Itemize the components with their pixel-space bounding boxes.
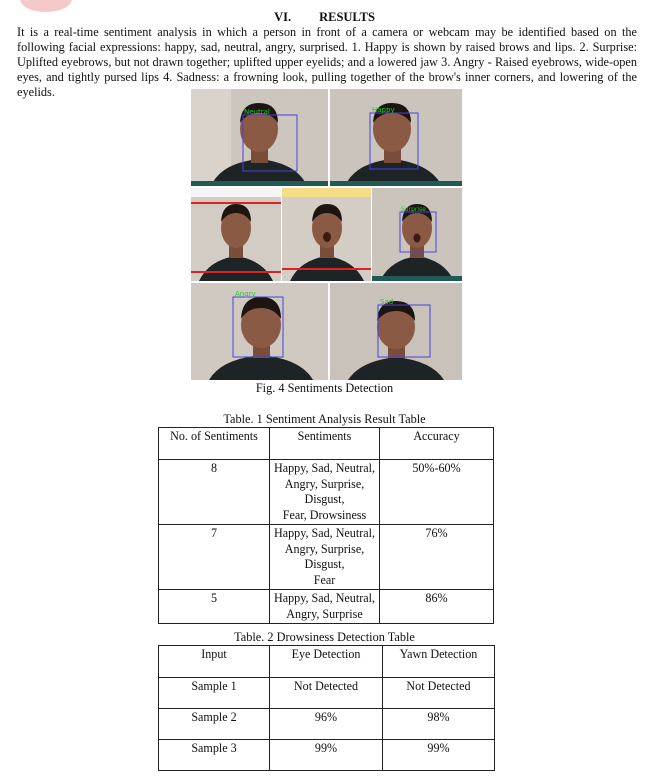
sentiments-line: Fear, Drowsiness: [282, 507, 367, 522]
table-header-row: [159, 428, 494, 460]
section-title: RESULTS: [319, 10, 375, 24]
yawn-cell: 98%: [383, 709, 495, 740]
sentiments-cell: [270, 525, 380, 590]
header-cell: Input: [159, 646, 270, 678]
tile-happy: [330, 89, 462, 186]
sentiments-cell: [270, 460, 380, 525]
table-row: [159, 678, 495, 709]
sentiments-line: Angry, Surprise: [286, 606, 363, 621]
sentiments-cell: [270, 590, 380, 624]
yawn-cell: 99%: [383, 740, 495, 771]
accuracy-cell: 86%: [380, 590, 494, 624]
input-cell: Sample 2: [159, 709, 270, 740]
header-cell: Sentiments: [270, 428, 380, 460]
table-row: [159, 525, 494, 590]
table-row: [159, 740, 495, 771]
tile-drowsy-1: [191, 188, 281, 281]
yawn-cell: Not Detected: [383, 678, 495, 709]
table2-caption: Table. 2 Drowsiness Detection Table: [234, 630, 415, 644]
sentiments-line: Happy, Sad, Neutral,: [274, 461, 375, 475]
figure-caption: Fig. 4 Sentiments Detection: [255, 381, 394, 395]
sentiments-line: Happy, Sad, Neutral,: [274, 591, 375, 605]
sentiments-line: Angry, Surprise,: [284, 541, 365, 556]
tile-sad: [330, 283, 462, 380]
input-cell: Sample 3: [159, 740, 270, 771]
table-row: [159, 709, 495, 740]
header-cell: Accuracy: [380, 428, 494, 460]
tile-angry: [191, 283, 328, 380]
tile-neutral: [191, 89, 328, 186]
label-neutral: Neutral: [244, 108, 270, 116]
accuracy-cell: 76%: [380, 525, 494, 590]
sentiments-line: Fear: [313, 572, 336, 587]
section-number: VI.: [274, 10, 292, 24]
eye-cell: Not Detected: [270, 678, 383, 709]
sentiments-line: Angry, Surprise,: [284, 476, 365, 491]
drowsiness-table: [158, 645, 495, 771]
accuracy-cell: 50%-60%: [380, 460, 494, 525]
section-heading: [0, 10, 649, 25]
table1-caption: Table. 1 Sentiment Analysis Result Table: [223, 412, 426, 426]
label-surprise: Surprise: [401, 206, 426, 213]
sentiment-table: [158, 427, 494, 624]
table-row: [159, 590, 494, 624]
eye-cell: 99%: [270, 740, 383, 771]
count-cell: 5: [159, 590, 270, 624]
sentiments-line: Disgust,: [304, 492, 345, 506]
input-cell: Sample 1: [159, 678, 270, 709]
header-cell: Eye Detection: [270, 646, 383, 678]
table-header-row: [159, 646, 495, 678]
eye-cell: 96%: [270, 709, 383, 740]
header-cell: No. of Sentiments: [159, 428, 270, 460]
tile-surprise: [372, 188, 462, 281]
table-row: [159, 460, 494, 525]
count-cell: 7: [159, 525, 270, 590]
sentiments-line: Happy, Sad, Neutral,: [274, 526, 375, 540]
label-sad: Sad: [380, 298, 394, 306]
header-cell: Yawn Detection: [383, 646, 495, 678]
sentiments-line: Disgust,: [304, 557, 345, 571]
count-cell: 8: [159, 460, 270, 525]
intro-paragraph: It is a real-time sentiment analysis in which a person in front of a camera or webcam may be identified based on the following facial expressions: happy, sad, neutral, angry, surprised. 1. Happy is shown by raised brows and lips. 2. Surprise: Uplifted eyebrows, but not drawn together; uplifted upper eyelids; and a lowered jaw 3. Angry - Raised eyebrows, wide-open eyes, and tightly pursed lips 4. Sadness: a frowning look, pulling together of the brow's inner corners, and lowering of the eyelids.: [17, 25, 637, 99]
label-angry: Angry: [235, 290, 256, 298]
sentiment-figure: [191, 89, 462, 380]
label-happy: Happy: [372, 106, 395, 114]
tile-drowsy-2: [282, 188, 371, 281]
